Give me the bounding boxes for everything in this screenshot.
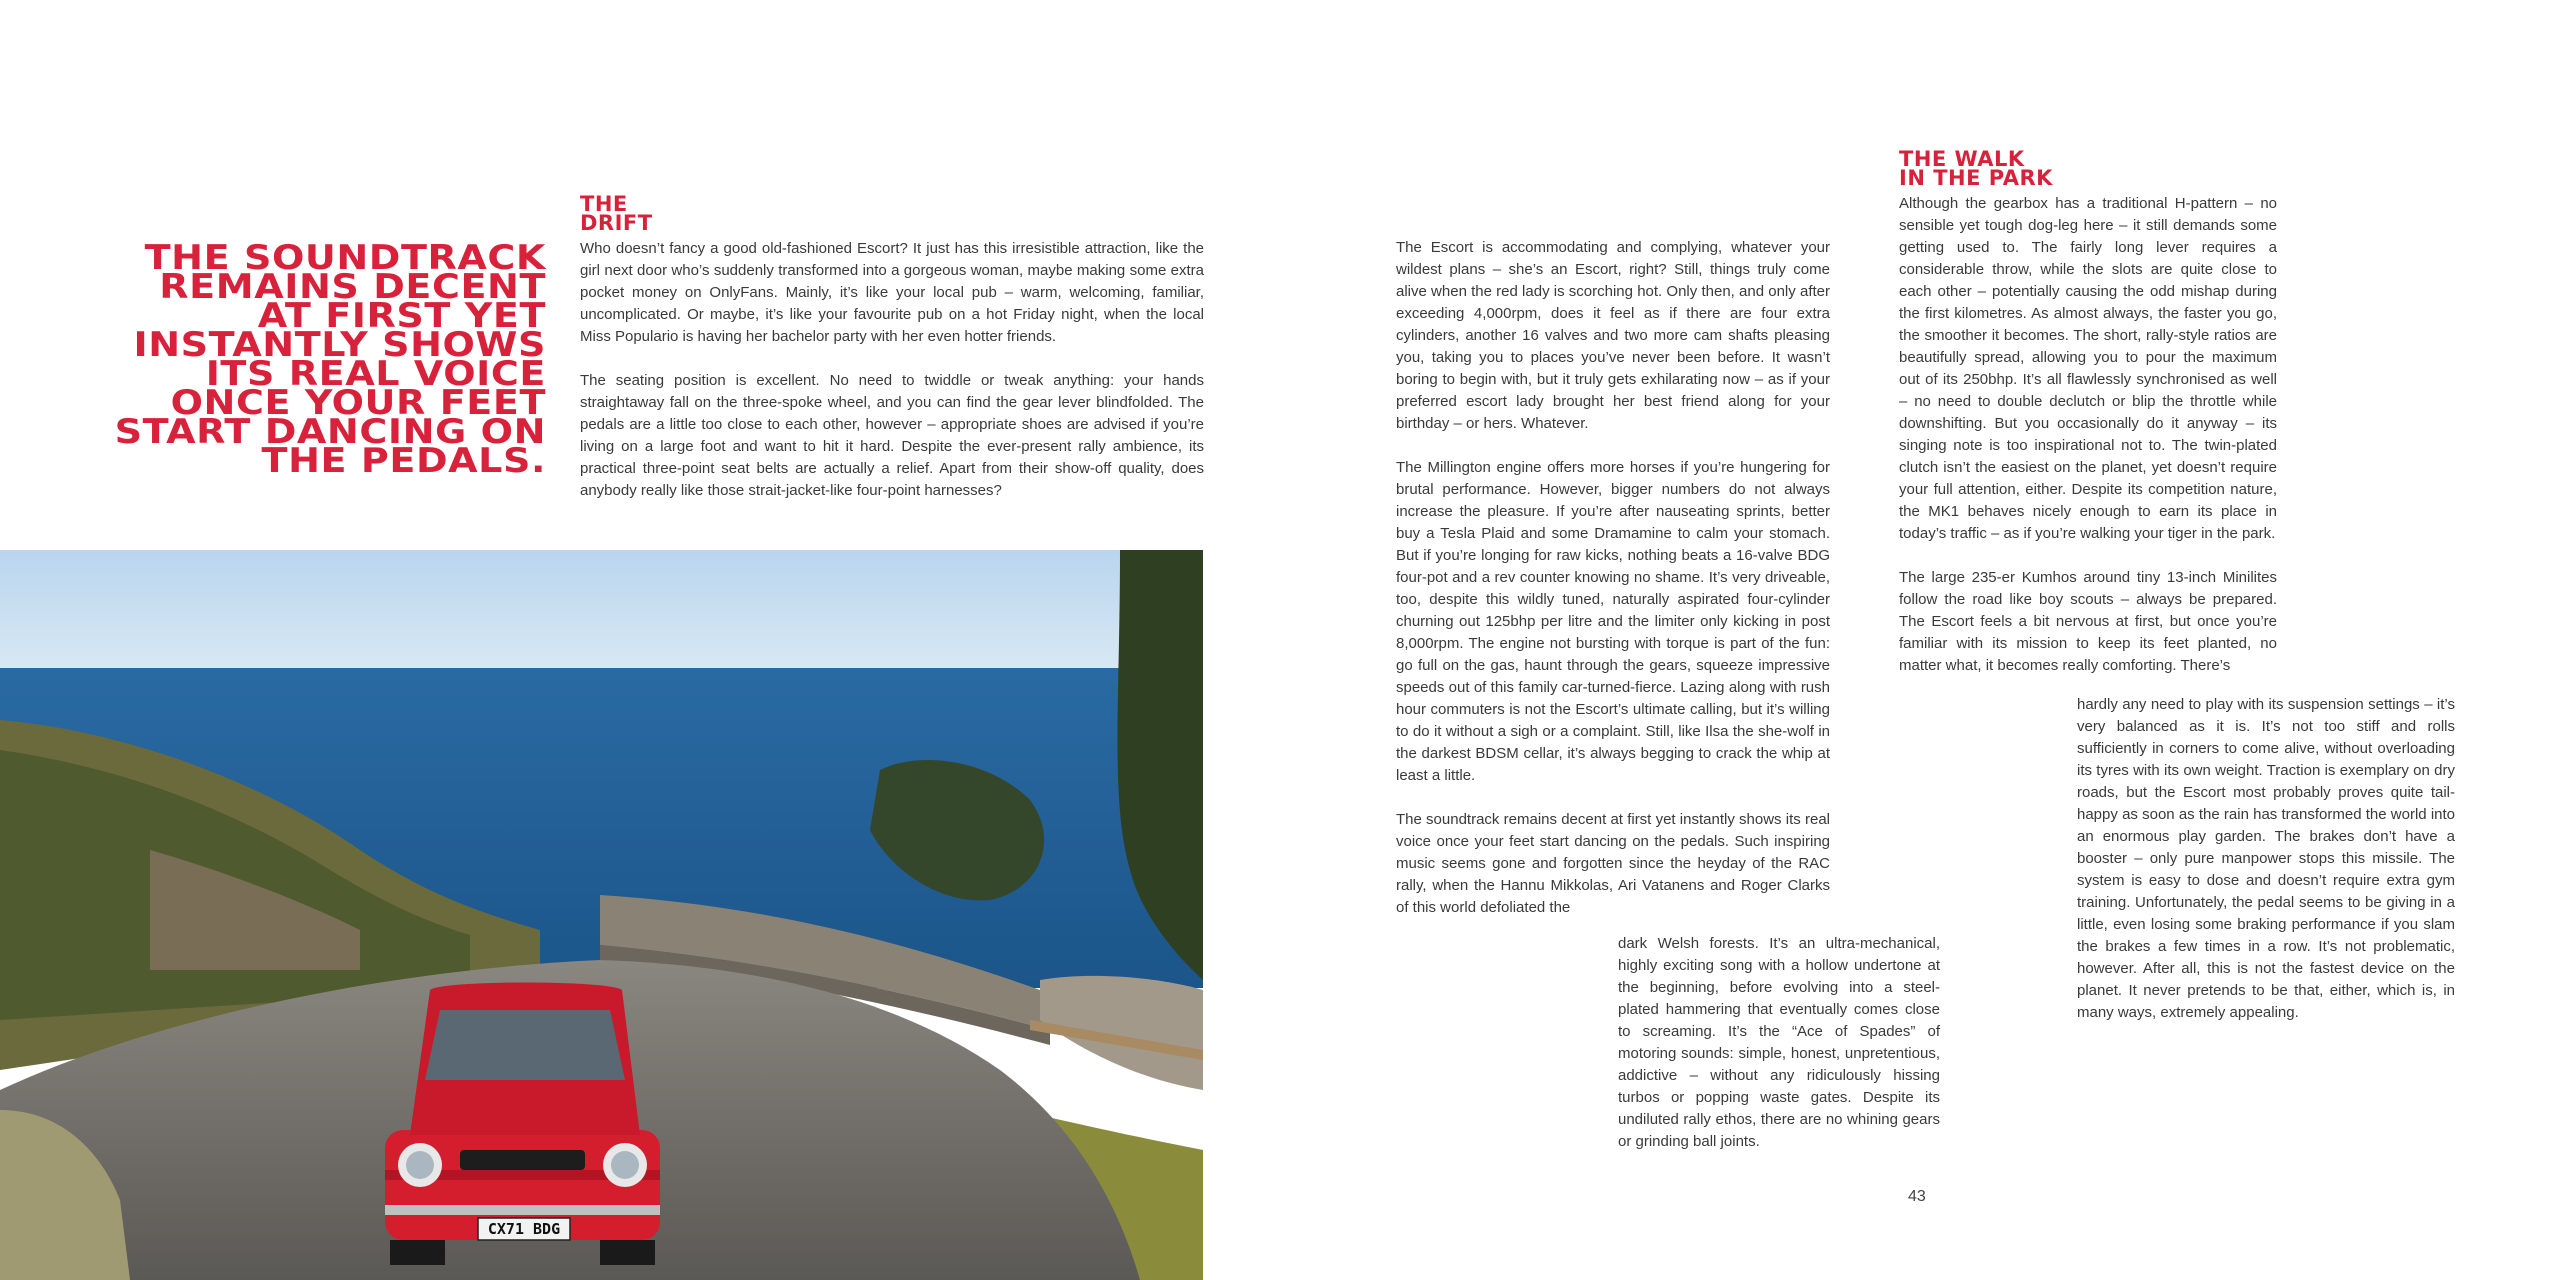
body-paragraph: The Millington engine offers more horses if you’re hungering for brutal performance. However, bigger numbers do not always increase the pleasure. If you’re after nauseating sprints, better buy a Tesla Plaid and some Dramamine to calm your stomach. But if you’re longing for raw kicks, nothing beats a 16-valve BDG four-pot and a rev counter knowing no shame. It’s very driveable, too, despite this wildly tuned, naturally aspirated four-cylinder churning out 125bhp per litre and the limiter only kicking in post 8,000rpm. The engine not bursting with torque is part of the fun: go full on the gas, haunt through the gears, squeeze impressive speeds out of this family car-turned-fierce. Lazing along with rush hour commuters is not the Escort’s ultimate calling, but it’s willing to do it without a sigh or a complaint. Still, like Ilsa the she-wolf in the darkest BDSM cellar, it’s always begging to crack the whip at least a little. bbox=[1396, 459, 1830, 784]
pull-quote-line: ITS REAL VOICE bbox=[205, 354, 546, 394]
car-photo bbox=[0, 550, 1203, 1280]
heading-line: THE bbox=[580, 192, 628, 216]
body-paragraph: Who doesn’t fancy a good old-fashioned Escort? It just has this irresistible attraction, like the girl next door who’s suddenly transformed into a gorgeous woman, maybe making some extra pocket money on OnlyFans. Mainly, it’s like your local pub – warm, welcoming, familiar, uncomplicated. Or maybe, it’s like your favourite pub on a hot Friday night, when the local Miss Populario is having her bachelor party with her even hotter friends. bbox=[580, 240, 1204, 345]
heading-line: IN THE PARK bbox=[1899, 166, 2053, 190]
body-paragraph: The Escort is accommodating and complying, whatever your wildest plans – she’s an Escort, right? Still, things truly come alive when the red lady is scorching hot. Only then, and only after exceeding 4,000rpm, does it feel as if there are four extra cylinders, another 16 valves and two more cam shafts pleasing you, taking you to places you’ve never been before. It wasn’t boring to begin with, but it truly gets exhilarating now – as if your preferred escort lady brought her best friend along for your birthday – or hers. Whatever. bbox=[1396, 239, 1830, 432]
pull-quote-line: REMAINS DECENT bbox=[159, 267, 546, 307]
body-paragraph: hardly any need to play with its suspension settings – it’s very balanced as it is. It’s not too stiff and rolls sufficiently in corners to come alive, without overloading its tyres with its own weight. Traction is exemplary on dry roads, but the Escort most probably proves quite tail-happy as soon as the rain has transformed the world into an enormous play garden. The brakes don’t have a booster – only pure manpower stops this missile. The system is easy to dose and doesn’t require extra gym training. Unfortunately, the pedal seems to be giving in a little, even losing some braking performance if you slam the brakes a few times in a row. It’s not problematic, however. After all, this is not the fastest device on the planet. It never pretends to be that, either, which is, in many ways, extremely appealing. bbox=[2077, 696, 2455, 1021]
heading-line: THE WALK bbox=[1899, 147, 2025, 171]
license-plate: CX71 BDG bbox=[487, 1220, 561, 1238]
pull-quote-line: INSTANTLY SHOWS bbox=[133, 325, 546, 365]
rally-car-coast-image bbox=[0, 550, 1203, 1280]
body-paragraph: The large 235-er Kumhos around tiny 13-inch Minilites follow the road like boy scouts – always be prepared. The Escort feels a bit nervous at first, but once you’re familiar with its mission to keep its feet planted, no matter what, it becomes really comforting. There’s bbox=[1899, 569, 2277, 674]
car-icon bbox=[385, 983, 660, 1266]
pull-quote-line: AT FIRST YET bbox=[257, 296, 546, 336]
body-paragraph: The seating position is excellent. No need to twiddle or tweak anything: your hands straightaway fall on the three-spoke wheel, and you can find the gear lever blindfolded. The pedals are a little too close to each other, however – appropriate shoes are advised if you’re living on a large foot and want to hit it hard. Despite the ever-present rally ambience, its practical three-point seat belts are actually a relief. Apart from their show-off quality, does anybody really like those strait-jacket-like four-point harnesses? bbox=[580, 372, 1204, 499]
body-paragraph: dark Welsh forests. It’s an ultra-mechanical, highly exciting song with a hollow undertone at the beginning, before evolving into a steel-plated hammering that eventually comes close to screaming. It’s the “Ace of Spades” of motoring sounds: simple, honest, unpretentious, addictive – without any ridiculously hissing turbos or popping waste gates. Despite its undiluted rally ethos, there are no whining gears or grinding ball joints. bbox=[1618, 935, 1940, 1150]
drift-body bbox=[580, 238, 1204, 502]
heading-line: DRIFT bbox=[580, 211, 653, 235]
middle-body bbox=[1396, 237, 1830, 919]
pull-quote-line: THE PEDALS. bbox=[261, 441, 546, 481]
middle-body-continuation bbox=[1618, 933, 1940, 1153]
section-heading-drift bbox=[580, 192, 653, 235]
body-paragraph: The soundtrack remains decent at first yet instantly shows its real voice once your feet start dancing on the pedals. Such inspiring music seems gone and forgotten since the heyday of the RAC rally, when the Hannu Mikkolas, Ari Vatanens and Roger Clarks of this world defoliated the bbox=[1396, 811, 1830, 916]
section-heading-walk bbox=[1899, 147, 2053, 190]
pull-quote-line: START DANCING ON bbox=[114, 412, 546, 452]
pull-quote-line: ONCE YOUR FEET bbox=[170, 383, 546, 423]
walk-body-continuation bbox=[2077, 694, 2455, 1024]
body-paragraph: Although the gearbox has a traditional H-pattern – no sensible yet tough dog-leg here – it still demands some getting used to. The fairly long lever requires a considerable throw, while the slots are quite close to each other – potentially causing the odd mishap during the first kilometres. As almost always, the faster you go, the smoother it becomes. The short, rally-style ratios are beautifully spread, allowing you to pour the maximum out of its 250bhp. It’s all flawlessly synchronised as well – no need to double declutch or blip the throttle while downshifting. But you occasionally do it anyway – its singing note is too inspirational not to. The twin-plated clutch isn’t the easiest on the planet, yet doesn’t require your full attention, either. Despite its competition nature, the MK1 behaves nicely enough to earn its place in today’s traffic – as if you’re walking your tiger in the park. bbox=[1899, 195, 2277, 542]
pull-quote-line: THE SOUNDTRACK bbox=[144, 238, 546, 278]
page-number: 43 bbox=[1908, 1188, 1926, 1205]
walk-body bbox=[1899, 193, 2277, 677]
pull-quote bbox=[2, 238, 546, 481]
